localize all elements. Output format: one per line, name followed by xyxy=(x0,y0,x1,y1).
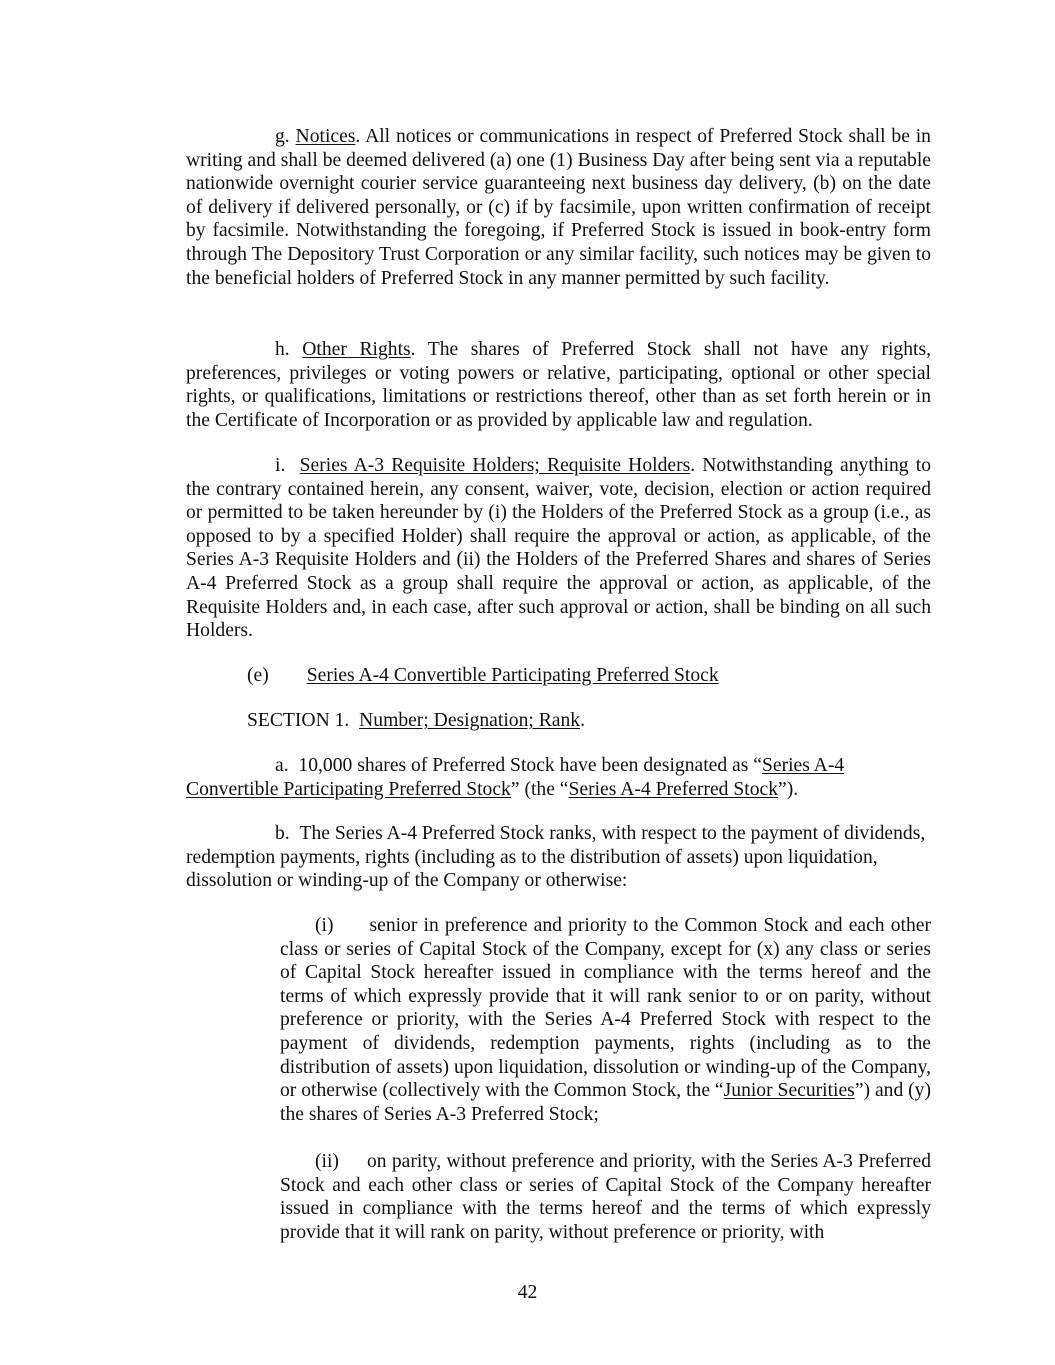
paragraph-text: The Series A-4 Preferred Stock ranks, with respect to the payment of dividends, redemption payments, rights (including as to the distribution of assets) upon liquidation, dissolution or winding-up of the Company or otherwise: xyxy=(186,823,926,892)
page-number: 42 xyxy=(517,1282,538,1303)
paragraph-label: a. xyxy=(275,755,289,776)
clause-text: senior in preference and priority to the Common Stock and each other class or series of Capital Stock of the Company, except for (x) any class or series of Capital Stock hereafter issued in compliance with the terms hereof and the terms of which expressly provide that it will rank senior to or on parity, without preference or priority, with the Series A-4 Preferred Stock with respect to the payment of dividends, redemption payments, rights (including as to the distribution of assets) upon liquidation, dissolution or winding-up of the Company, or otherwise (collectively with the Common Stock, the “ xyxy=(280,915,931,1102)
section-title-period: . xyxy=(580,710,585,731)
paragraph-heading: Notices xyxy=(295,126,356,147)
paragraph-label: i. xyxy=(275,455,286,476)
defined-term-junior-securities: Junior Securities xyxy=(723,1080,855,1102)
paragraph-text: ”). xyxy=(778,778,799,800)
paragraph-i-requisite-holders xyxy=(186,454,931,643)
paragraph-b-ranking xyxy=(186,822,931,893)
defined-term-series-a4-preferred-stock: Series A-4 Preferred Stock xyxy=(568,778,778,800)
paragraph-label: g. xyxy=(275,126,290,147)
subsection-title: Series A-4 Convertible Participating Preferred Stock xyxy=(306,665,719,686)
paragraph-text: 10,000 shares of Preferred Stock have been designated as “ xyxy=(298,755,762,776)
paragraph-g-notices xyxy=(186,125,931,290)
paragraph-label: h. xyxy=(275,339,290,360)
paragraph-h-other-rights xyxy=(186,338,931,432)
paragraph-text: . The shares of Preferred Stock shall not have any rights, preferences, privileges or voting powers or relative, participating, optional or other special rights, or qualifications, limitations or restrictions thereof, other than as set forth herein or in the Certificate of Incorporation or as provided by applicable law and regulation. xyxy=(186,339,931,431)
paragraph-text: . Notwithstanding anything to the contrary contained herein, any consent, waiver, vote, decision, election or action required or permitted to be taken hereunder by (i) the Holders of the Preferred Stock as a group (i.e., as opposed to by a specified Holder) shall require the approval or action, as applicable, of the Series A-3 Requisite Holders and (ii) the Holders of the Preferred Shares and shares of Series A-4 Preferred Stock as a group shall require the approval or action, as applicable, of the Requisite Holders and, in each case, after such approval or action, shall be binding on all such Holders. xyxy=(186,455,931,642)
paragraph-label: b. xyxy=(275,823,290,844)
section-1-heading xyxy=(186,709,931,733)
paragraph-text: . All notices or communications in respect of Preferred Stock shall be in writing and shall be deemed delivered (a) one (1) Business Day after being sent via a reputable nationwide overnight courier service guaranteeing next business day delivery, (b) on the date of delivery if delivered personally, or (c) if by facsimile, upon written confirmation of receipt by facsimile. Notwithstanding the foregoing, if Preferred Stock is issued in book-entry form through The Depository Trust Corporation or any similar facility, such notices may be given to the beneficial holders of Preferred Stock in any manner permitted by such facility. xyxy=(186,126,931,289)
section-title: Number; Designation; Rank xyxy=(359,710,581,731)
paragraph-a-designation xyxy=(186,754,931,801)
subsection-label: (e) xyxy=(247,665,269,686)
subsection-e-heading xyxy=(186,664,931,688)
paragraph-heading: Other Rights xyxy=(302,339,411,360)
clause-b-i-senior xyxy=(280,914,931,1126)
clause-label: (i) xyxy=(315,915,334,936)
paragraph-heading: Series A-3 Requisite Holders; Requisite Holders xyxy=(299,455,691,476)
clause-b-ii-parity xyxy=(280,1150,931,1244)
clause-label: (ii) xyxy=(315,1151,339,1172)
defined-term-series-a4-cpps: Series A-4 Convertible Participating Preferred Stock xyxy=(186,755,845,800)
clause-text: on parity, without preference and priority, with the Series A-3 Preferred Stock and each other class or series of Capital Stock of the Company hereafter issued in compliance with the terms hereof and the terms of which expressly provide that it will rank on parity, without preference or priority, with xyxy=(280,1151,931,1243)
paragraph-text: ” (the “ xyxy=(510,778,569,800)
section-label: SECTION 1. xyxy=(247,710,350,731)
clause-text: ”) and (y) the shares of Series A-3 Preferred Stock; xyxy=(280,1080,932,1125)
